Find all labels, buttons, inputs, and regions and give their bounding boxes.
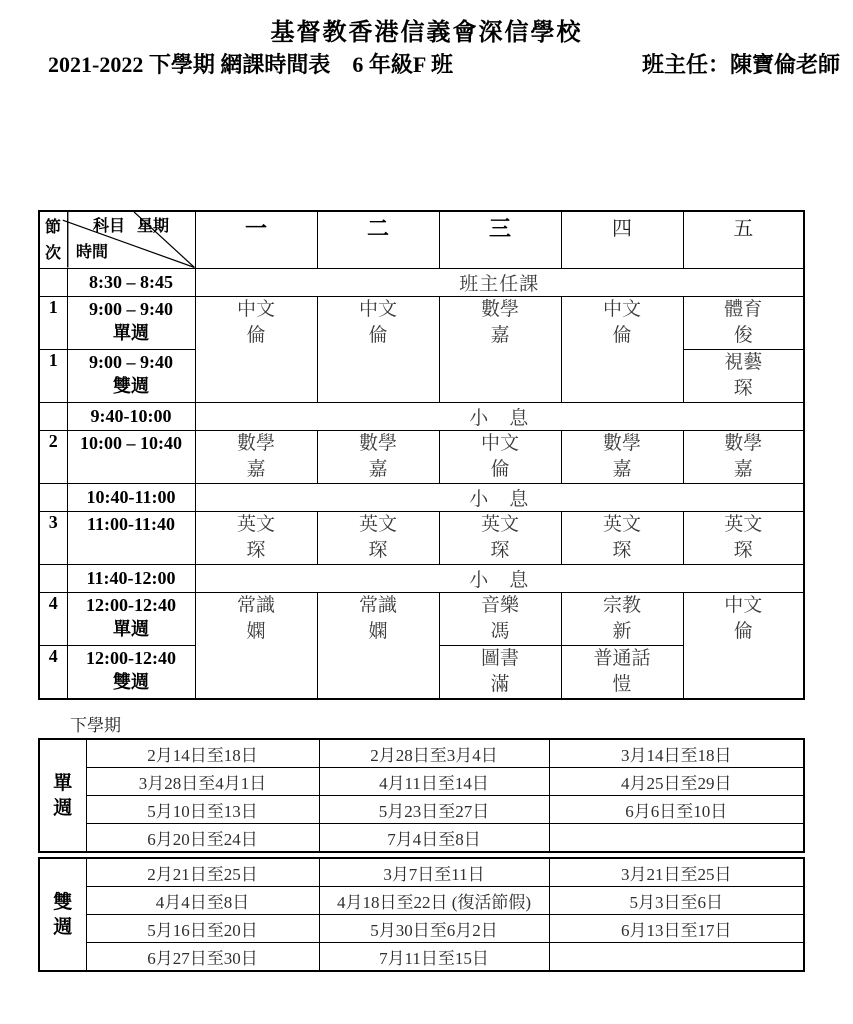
date-row xyxy=(39,739,804,768)
date-range-cell: 3月14日至18日 xyxy=(549,739,804,768)
date-range-cell: 2月21日至25日 xyxy=(86,858,319,887)
date-range-cell: 5月30日至6月2日 xyxy=(319,915,549,943)
date-range-cell xyxy=(549,824,804,853)
period-number xyxy=(39,268,67,296)
even-weeks-table xyxy=(38,857,805,972)
teacher-name: 新 xyxy=(612,620,632,642)
subject-cell xyxy=(561,430,683,483)
full-width-cell: 小 息 xyxy=(195,564,804,592)
subject-name: 常識 xyxy=(236,594,275,616)
subject-cell xyxy=(439,511,561,564)
date-row xyxy=(39,768,804,796)
date-range-cell: 3月7日至11日 xyxy=(319,858,549,887)
date-row xyxy=(39,858,804,887)
teacher-name: 倫 xyxy=(612,324,632,346)
subject-cell xyxy=(317,592,439,699)
time-cell: 11:00-11:40 xyxy=(67,511,195,564)
date-range-cell: 5月10日至13日 xyxy=(86,796,319,824)
corner-subject-label: 科目 xyxy=(93,218,126,235)
school-name: 基督教香港信義會深信學校 xyxy=(270,20,583,46)
time-text: 12:00-12:40 xyxy=(86,594,176,615)
date-range-cell: 7月11日至15日 xyxy=(319,943,549,972)
subject-cell xyxy=(195,296,317,402)
date-row xyxy=(39,824,804,853)
time-cell: 10:40-11:00 xyxy=(67,483,195,511)
timetable-row xyxy=(39,402,804,430)
teacher-name: 倫 xyxy=(246,324,266,346)
teacher-name: 愷 xyxy=(612,673,632,695)
corner-period-label: 節次 xyxy=(45,219,62,262)
subject-cell xyxy=(439,645,561,699)
period-number xyxy=(39,402,67,430)
subject-name: 普通話 xyxy=(593,647,651,669)
subject-name: 中文 xyxy=(480,432,519,454)
teacher-name: 琛 xyxy=(733,539,753,561)
time-cell xyxy=(67,296,195,349)
timetable-subtitle: 2021-2022 下學期 網課時間表 6 年級F 班 xyxy=(48,52,453,77)
subject-cell xyxy=(439,592,561,645)
period-number: 4 xyxy=(39,645,67,699)
time-cell xyxy=(67,349,195,402)
timetable xyxy=(38,210,805,700)
subject-name: 英文 xyxy=(602,513,641,535)
teacher-name: 琛 xyxy=(733,377,753,399)
subject-name: 常識 xyxy=(358,594,397,616)
period-number: 3 xyxy=(39,511,67,564)
subject-cell xyxy=(683,349,804,402)
corner-header xyxy=(39,211,195,268)
time-text: 9:00 – 9:40 xyxy=(89,351,173,372)
subject-cell xyxy=(561,296,683,402)
subject-cell xyxy=(683,430,804,483)
date-range-cell: 6月20日至24日 xyxy=(86,824,319,853)
date-range-cell: 5月16日至20日 xyxy=(86,915,319,943)
time-cell: 9:40-10:00 xyxy=(67,402,195,430)
teacher-name: 嫻 xyxy=(368,620,388,642)
timetable-row xyxy=(39,483,804,511)
week-type-label: 單週 xyxy=(39,739,86,852)
full-width-cell: 小 息 xyxy=(195,402,804,430)
time-cell: 11:40-12:00 xyxy=(67,564,195,592)
teacher-name: 嘉 xyxy=(490,324,510,346)
day-header-thu: 四 xyxy=(561,211,683,268)
week-type-text: 單週 xyxy=(113,618,149,639)
timetable-row xyxy=(39,430,804,483)
date-range-cell xyxy=(549,943,804,972)
date-row xyxy=(39,796,804,824)
date-range-cell: 4月25日至29日 xyxy=(549,768,804,796)
subject-name: 體育 xyxy=(724,298,763,320)
full-width-cell: 小 息 xyxy=(195,483,804,511)
date-range-cell: 2月14日至18日 xyxy=(86,739,319,768)
teacher-name: 嘉 xyxy=(368,458,388,480)
subject-name: 圖書 xyxy=(480,647,519,669)
teacher-name: 倫 xyxy=(368,324,388,346)
subject-name: 英文 xyxy=(480,513,519,535)
full-width-cell: 班主任課 xyxy=(195,268,804,296)
period-number: 4 xyxy=(39,592,67,645)
subject-name: 中文 xyxy=(724,594,763,616)
timetable-row xyxy=(39,268,804,296)
teacher-name: 俊 xyxy=(733,324,753,346)
subject-name: 數學 xyxy=(236,432,275,454)
subject-cell xyxy=(683,511,804,564)
teacher-name: 嘉 xyxy=(733,458,753,480)
date-range-cell: 5月3日至6日 xyxy=(549,887,804,915)
teacher-name: 琛 xyxy=(490,539,510,561)
date-range-cell: 4月18日至22日 (復活節假) xyxy=(319,887,549,915)
teacher-name: 倫 xyxy=(490,458,510,480)
date-row xyxy=(39,915,804,943)
subject-name: 中文 xyxy=(358,298,397,320)
date-range-cell: 6月27日至30日 xyxy=(86,943,319,972)
date-range-cell: 3月28日至4月1日 xyxy=(86,768,319,796)
time-cell: 10:00 – 10:40 xyxy=(67,430,195,483)
subject-name: 英文 xyxy=(236,513,275,535)
time-cell xyxy=(67,645,195,699)
teacher-name: 馮 xyxy=(490,620,510,642)
subject-name: 數學 xyxy=(358,432,397,454)
class-teacher: 班主任：陳寶倫老師 xyxy=(641,52,840,77)
period-number: 1 xyxy=(39,296,67,349)
timetable-row xyxy=(39,296,804,349)
period-number: 2 xyxy=(39,430,67,483)
day-header-tue: 二 xyxy=(317,211,439,268)
teacher-name: 琛 xyxy=(368,539,388,561)
subject-cell xyxy=(195,511,317,564)
date-row xyxy=(39,887,804,915)
subject-cell xyxy=(561,511,683,564)
date-range-cell: 6月6日至10日 xyxy=(549,796,804,824)
week-type-text: 雙週 xyxy=(113,671,149,692)
subject-cell xyxy=(683,592,804,699)
subject-name: 中文 xyxy=(236,298,275,320)
odd-weeks-table xyxy=(38,738,805,853)
week-type-text: 單週 xyxy=(113,322,149,343)
teacher-name: 滿 xyxy=(490,673,510,695)
week-type-text: 雙週 xyxy=(113,375,149,396)
day-header-mon: 一 xyxy=(195,211,317,268)
subtitle-row xyxy=(48,48,840,79)
teacher-name: 琛 xyxy=(612,539,632,561)
corner-weekday-label: 星期 xyxy=(137,218,170,235)
teacher-name: 倫 xyxy=(733,620,753,642)
date-range-cell: 2月28日至3月4日 xyxy=(319,739,549,768)
date-range-cell: 6月13日至17日 xyxy=(549,915,804,943)
subject-name: 數學 xyxy=(480,298,519,320)
timetable-row xyxy=(39,564,804,592)
period-number: 1 xyxy=(39,349,67,402)
timetable-header-row xyxy=(39,211,804,268)
date-range-cell: 3月21日至25日 xyxy=(549,858,804,887)
date-range-cell: 5月23日至27日 xyxy=(319,796,549,824)
subject-name: 數學 xyxy=(602,432,641,454)
teacher-name: 嘉 xyxy=(246,458,266,480)
corner-time-label: 時間 xyxy=(76,244,109,261)
day-header-wed: 三 xyxy=(439,211,561,268)
date-row xyxy=(39,943,804,972)
period-number xyxy=(39,483,67,511)
timetable-row xyxy=(39,511,804,564)
timetable-row xyxy=(39,592,804,645)
subject-cell xyxy=(561,592,683,645)
time-text: 12:00-12:40 xyxy=(86,647,176,668)
date-range-cell: 7月4日至8日 xyxy=(319,824,549,853)
date-range-cell: 4月11日至14日 xyxy=(319,768,549,796)
subject-cell xyxy=(439,430,561,483)
teacher-name: 嘉 xyxy=(612,458,632,480)
time-cell xyxy=(67,592,195,645)
subject-cell xyxy=(195,592,317,699)
subject-cell xyxy=(195,430,317,483)
time-cell: 8:30 – 8:45 xyxy=(67,268,195,296)
subject-cell xyxy=(317,430,439,483)
teacher-name: 嫻 xyxy=(246,620,266,642)
subject-cell xyxy=(317,296,439,402)
subject-name: 音樂 xyxy=(480,594,519,616)
week-type-label: 雙週 xyxy=(39,858,86,971)
subject-name: 視藝 xyxy=(724,351,763,373)
teacher-name: 琛 xyxy=(246,539,266,561)
subject-name: 數學 xyxy=(724,432,763,454)
subject-name: 中文 xyxy=(602,298,641,320)
time-text: 9:00 – 9:40 xyxy=(89,298,173,319)
subject-name: 英文 xyxy=(724,513,763,535)
date-range-cell: 4月4日至8日 xyxy=(86,887,319,915)
day-header-fri: 五 xyxy=(683,211,804,268)
subject-cell xyxy=(439,296,561,402)
subject-name: 宗教 xyxy=(602,594,641,616)
period-number xyxy=(39,564,67,592)
subject-cell xyxy=(317,511,439,564)
subject-cell xyxy=(683,296,804,349)
semester-label: 下學期 xyxy=(70,716,121,735)
subject-cell xyxy=(561,645,683,699)
subject-name: 英文 xyxy=(358,513,397,535)
